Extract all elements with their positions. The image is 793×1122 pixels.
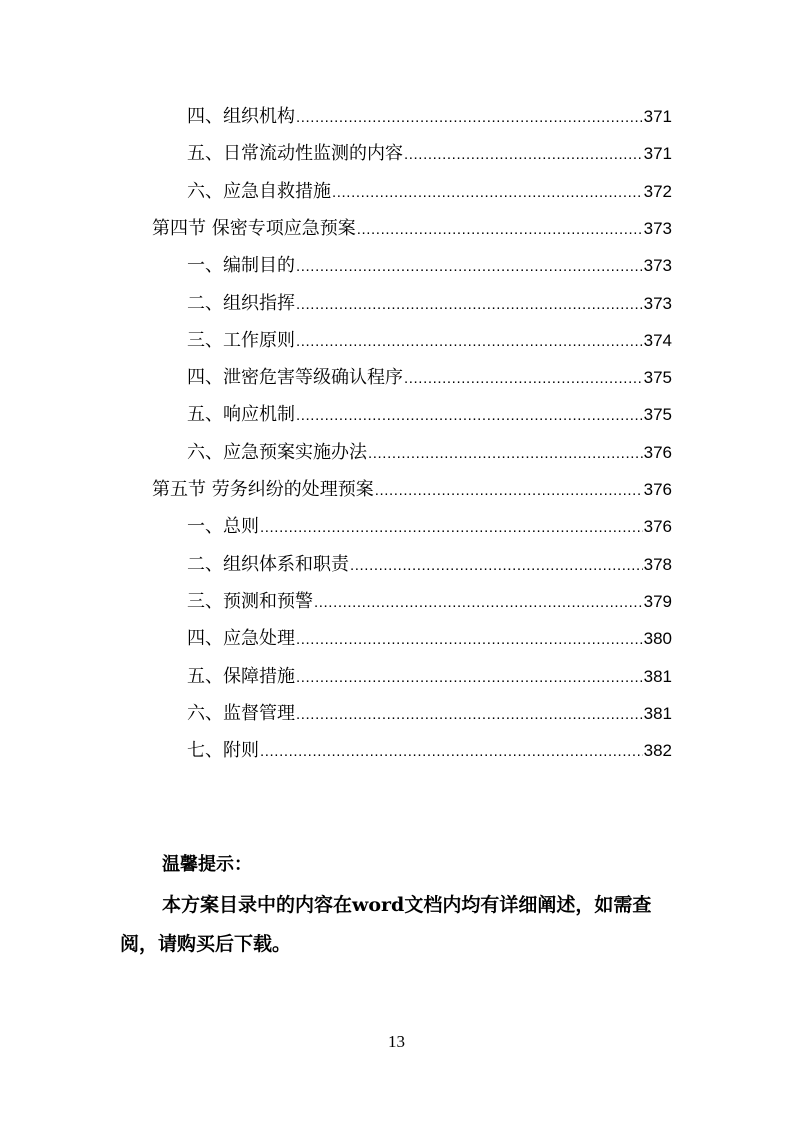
toc-entry-page: 374 [643,330,672,350]
toc-entry-text: 一、总则 [187,516,259,538]
toc-entry-page: 375 [643,368,672,388]
toc-entry-page: 373 [643,293,672,313]
toc-leader-dots [357,219,643,241]
toc-entry[interactable] [187,292,672,316]
toc-leader-dots [296,629,643,651]
toc-leader-dots [296,667,643,689]
toc-entry-page: 371 [643,107,672,126]
toc-entry[interactable] [187,553,672,577]
toc-leader-dots [296,405,643,427]
toc-entry[interactable] [187,739,672,763]
toc-entry[interactable] [187,254,672,278]
toc-leader-dots [260,741,643,763]
toc-entry-text: 第五节 劳务纠纷的处理预案 [152,479,374,500]
toc-entry-page: 376 [643,480,672,499]
toc-leader-dots [332,182,643,204]
toc-leader-dots [296,331,643,353]
toc-entry[interactable] [187,515,672,539]
toc-leader-dots [314,592,643,614]
toc-entry-text: 六、监督管理 [187,702,295,724]
toc-entry-text: 四、组织机构 [187,106,295,127]
toc-entry[interactable] [187,665,672,689]
toc-entry-page: 372 [643,181,672,201]
toc-entry-text: 二、组织指挥 [187,292,295,314]
toc-entry[interactable] [187,702,672,726]
toc-entry-page: 378 [643,554,672,574]
toc-entry-page: 379 [643,591,672,611]
toc-entry-text: 五、日常流动性监测的内容 [187,143,403,165]
toc-entry-page: 381 [643,703,672,723]
toc-leader-dots [368,443,643,465]
toc-leader-dots [296,256,643,278]
toc-entry[interactable] [187,180,672,204]
toc-entry-text: 三、预测和预警 [187,590,313,612]
toc-entry[interactable] [187,105,672,129]
toc-entry-page: 371 [643,144,672,164]
toc-entry-text: 二、组织体系和职责 [187,553,349,575]
toc-leader-dots [296,107,643,129]
toc-entry-text: 三、工作原则 [187,329,295,351]
notice-title: 温馨提示： [162,854,252,875]
toc-entry-page: 382 [643,741,672,761]
toc-entry-page: 381 [643,666,672,686]
toc-leader-dots [296,704,643,726]
toc-leader-dots [404,368,643,390]
toc-entry-page: 376 [643,517,672,537]
toc-leader-dots [350,555,643,577]
toc-leader-dots [296,294,643,316]
toc-entry[interactable] [187,329,672,353]
toc-entry[interactable] [187,142,672,166]
toc-entry[interactable] [187,590,672,614]
toc-entry-page: 373 [643,256,672,276]
notice-body: 本方案目录中的内容在word文档内均有详细阐述，如需查阅，请购买后下载。 [120,894,652,955]
toc-entry-page: 373 [643,218,672,238]
toc-entry-text: 第四节 保密专项应急预案 [152,217,356,239]
toc-entry-text: 五、保障措施 [187,665,295,687]
toc-entry[interactable] [187,366,672,390]
toc-entry[interactable] [187,403,672,427]
toc-entry-text: 一、编制目的 [187,255,295,277]
toc-entry-text: 六、应急预案实施办法 [187,441,367,463]
toc-section-entry[interactable] [152,478,672,502]
toc-entry-text: 五、响应机制 [187,404,295,426]
toc-entry[interactable] [187,627,672,651]
toc-section-entry[interactable] [152,217,672,241]
toc-entry-page: 375 [643,405,672,425]
toc-entry-page: 376 [643,442,672,462]
toc-entry-text: 六、应急自救措施 [187,180,331,202]
toc-leader-dots [404,144,643,166]
page-number: 13 [388,1032,405,1051]
toc-entry-page: 380 [643,629,672,649]
toc-entry-text: 七、附则 [187,740,259,762]
toc-entry-text: 四、泄密危害等级确认程序 [187,367,403,389]
toc-leader-dots [375,480,643,502]
toc-entry-text: 四、应急处理 [187,628,295,650]
toc-leader-dots [260,517,643,539]
toc-entry[interactable] [187,441,672,465]
